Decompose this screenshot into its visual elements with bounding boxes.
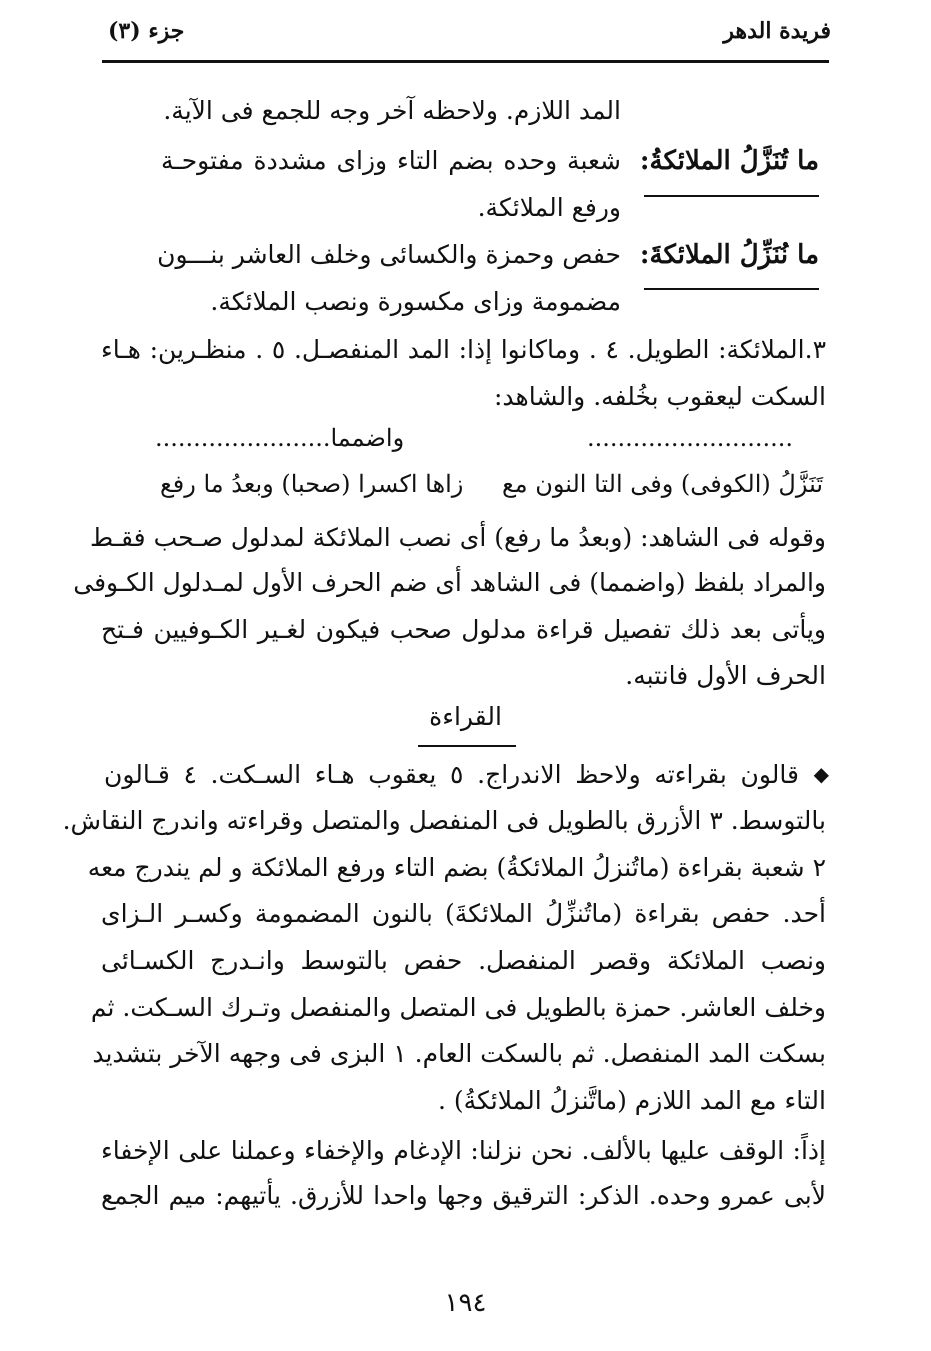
header-rule (102, 60, 829, 63)
closing-line: لأبى عمرو وحده. الذكر: الترقيق وجها واحدا للأزرق. يأتيهم: ميم الجمع (101, 1181, 826, 1210)
reading-line: أحد. حفص بقراءة (ماتُنزِّلُ الملائكةَ) بالنون المضمومة وكسـر الـزاى (101, 899, 826, 928)
reading-line: بالتوسط. ٣ الأزرق بالطويل فى المنفصل والمتصل وقراءته واندرج النقاش. (62, 806, 826, 835)
notes-line: ٣.الملائكة: الطويل. ٤ . وماكانوا إذا: المد المنفصـل. ٥ . منظـرين: هـاء (101, 335, 826, 364)
explanation-line: والمراد بلفظ (واضمما) فى الشاهد أى ضم الحرف الأول لمـدلول الكـوفى (73, 568, 826, 597)
reading-line: ونصب الملائكة وقصر المنفصل. حفص بالتوسط وانـدرج الكسـائى (101, 946, 826, 975)
verse-right-hemistich: تَنَزَّلُ (الكوفى) وفى التا النون مع (501, 470, 823, 498)
entry-line: حفص وحمزة والكسائى وخلف العاشر بنـــون (157, 240, 621, 269)
entry-line: شعبة وحده بضم التاء وزاى مشددة مفتوحـة (161, 146, 621, 175)
section-heading: القراءة (429, 702, 502, 731)
book-title: فريدة الدهر (723, 18, 831, 44)
section-heading-underline (418, 745, 516, 747)
entry-term-underline-2 (644, 288, 819, 290)
part-number: جزء (٣) (108, 18, 185, 44)
explanation-line: الحرف الأول فانتبه. (625, 661, 826, 690)
verse-dots-right: ........................... (587, 424, 793, 452)
page-number: ١٩٤ (444, 1288, 487, 1318)
entry-term-underline-1 (644, 195, 819, 197)
reading-line: التاء مع المد اللازم (ماتَّنزلُ الملائكةُ) . (437, 1086, 826, 1115)
explanation-line: وقوله فى الشاهد: (وبعدُ ما رفع) أى نصب الملائكة لمدلول صـحب فقـط (89, 523, 826, 552)
reading-line: قالون بقراءته ولاحظ الاندراج. ٥ يعقوب هـاء السـكت. ٤ قـالون (104, 760, 799, 789)
closing-line: إذاً: الوقف عليها بالألف. نحن نزلنا: الإدغام والإخفاء وعملنا على الإخفاء (101, 1136, 826, 1165)
diamond-bullet-icon: ◆ (813, 762, 829, 786)
entry-line: مضمومة وزاى مكسورة ونصب الملائكة. (210, 287, 621, 316)
verse-left-hemistich: زاها اكسرا (صحبا) وبعدُ ما رفع (160, 470, 464, 498)
explanation-line: ويأتى بعد ذلك تفصيل قراءة مدلول صحب فيكون لغـير الكـوفيين فـتح (101, 615, 826, 644)
entry-term-2: ما نُنَزِّلُ الملائكةَ: (639, 240, 819, 270)
entry-line: ورفع الملائكة. (477, 193, 621, 222)
reading-line: وخلف العاشر. حمزة بالطويل فى المتصل والمنفصل وتـرك السـكت. ثم (90, 993, 826, 1022)
entry-term-1: ما تُنَزَّلُ الملائكةُ: (639, 146, 819, 176)
top-line: المد اللازم. ولاحظه آخر وجه للجمع فى الآية. (163, 96, 621, 125)
reading-line: ٢ شعبة بقراءة (ماتُنزلُ الملائكةُ) بضم التاء ورفع الملائكة و لم يندرج معه (87, 853, 826, 882)
notes-line: السكت ليعقوب بخُلفه. والشاهد: (493, 382, 826, 411)
verse-dots-left: واضمما....................... (155, 424, 405, 452)
reading-line: بسكت المد المنفصل. ثم بالسكت العام. ١ البزى فى وجهه الآخر بتشديد (92, 1039, 826, 1068)
